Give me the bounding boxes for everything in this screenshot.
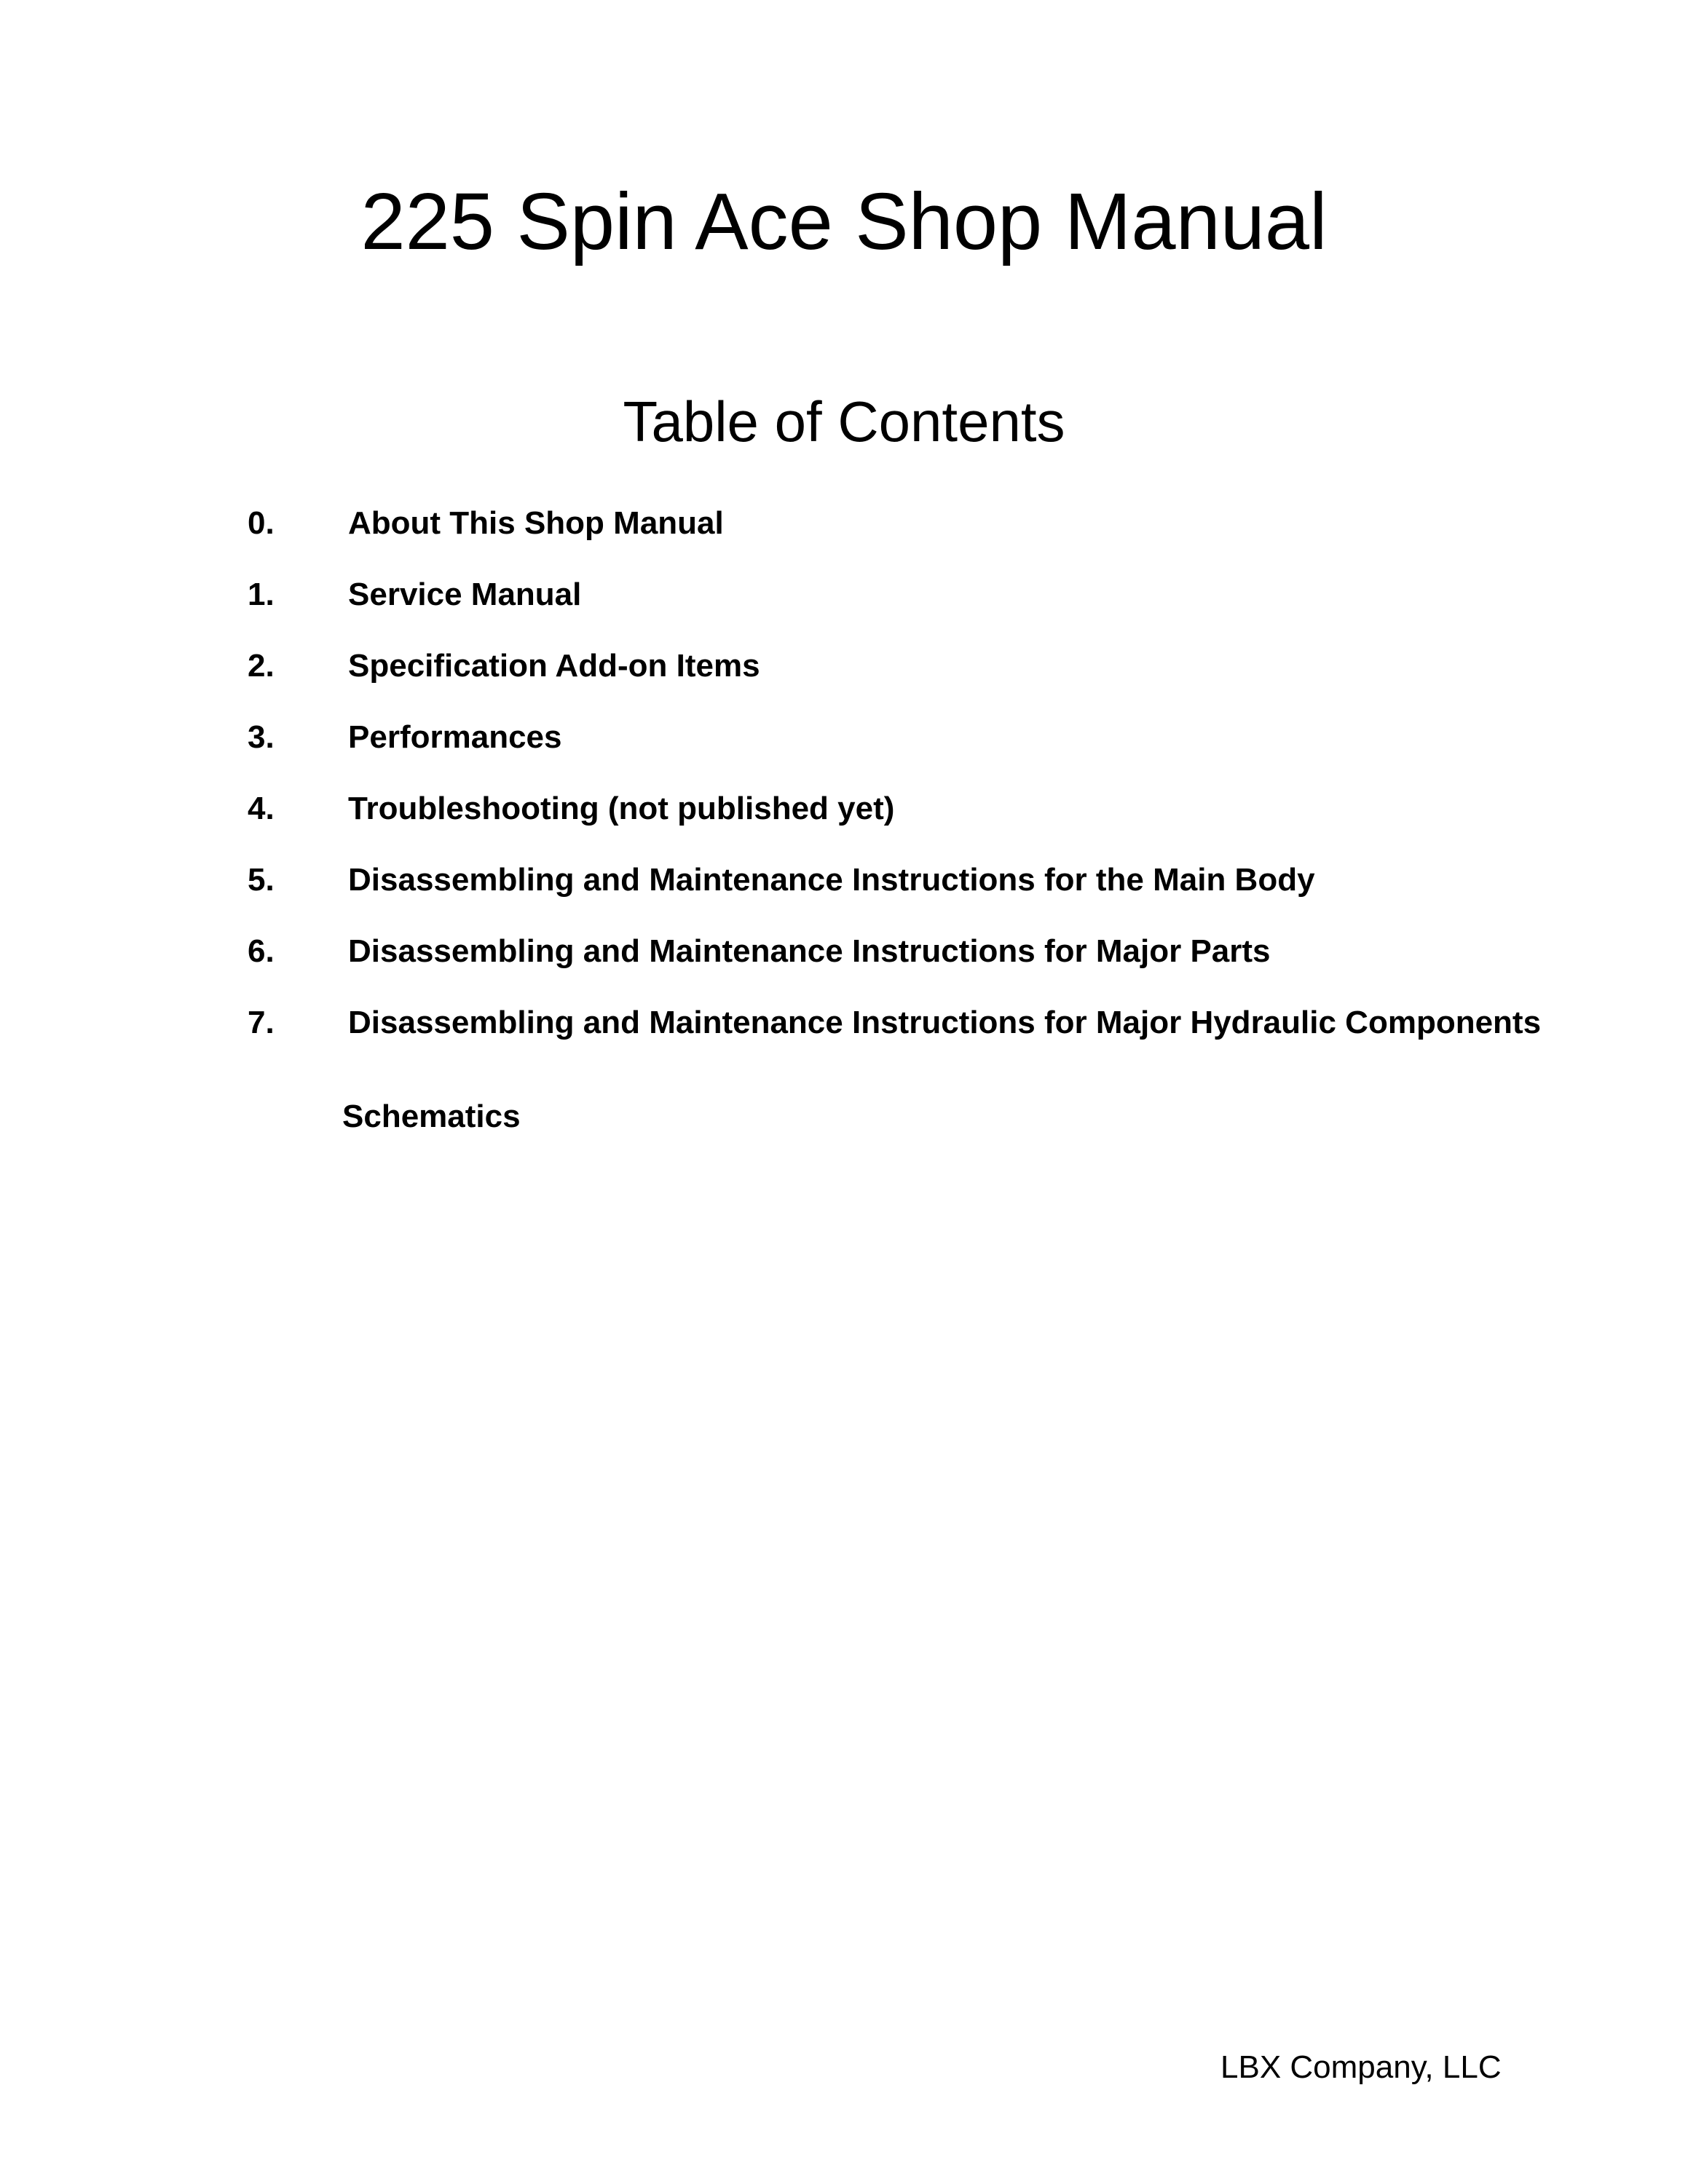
toc-item-number: 5. [248, 862, 275, 898]
toc-item-label: Disassembling and Maintenance Instructions for the Main Body [348, 862, 1315, 898]
toc-heading: Table of Contents [623, 389, 1065, 454]
toc-item-number: 4. [248, 791, 275, 826]
toc-item-number: 3. [248, 719, 275, 755]
toc-item-label: Schematics [342, 1099, 521, 1134]
toc-item-label: Troubleshooting (not published yet) [348, 791, 895, 826]
toc-item-label: Specification Add-on Items [348, 648, 760, 684]
document-title: 225 Spin Ace Shop Manual [360, 177, 1328, 266]
toc-item-number: 2. [248, 648, 275, 684]
company-footer: LBX Company, LLC [1220, 2049, 1502, 2085]
toc-item-label: Performances [348, 719, 562, 755]
toc-item-number: 0. [248, 505, 275, 541]
toc-item-label: Disassembling and Maintenance Instructions for Major Parts [348, 933, 1271, 969]
toc-item-label: Service Manual [348, 577, 582, 612]
toc-item-number: 7. [248, 1005, 275, 1040]
toc-item-number: 6. [248, 933, 275, 969]
toc-item-label: About This Shop Manual [348, 505, 724, 541]
toc-item-label: Disassembling and Maintenance Instructions for Major Hydraulic Components [348, 1005, 1542, 1040]
toc-item-number: 1. [248, 577, 275, 612]
